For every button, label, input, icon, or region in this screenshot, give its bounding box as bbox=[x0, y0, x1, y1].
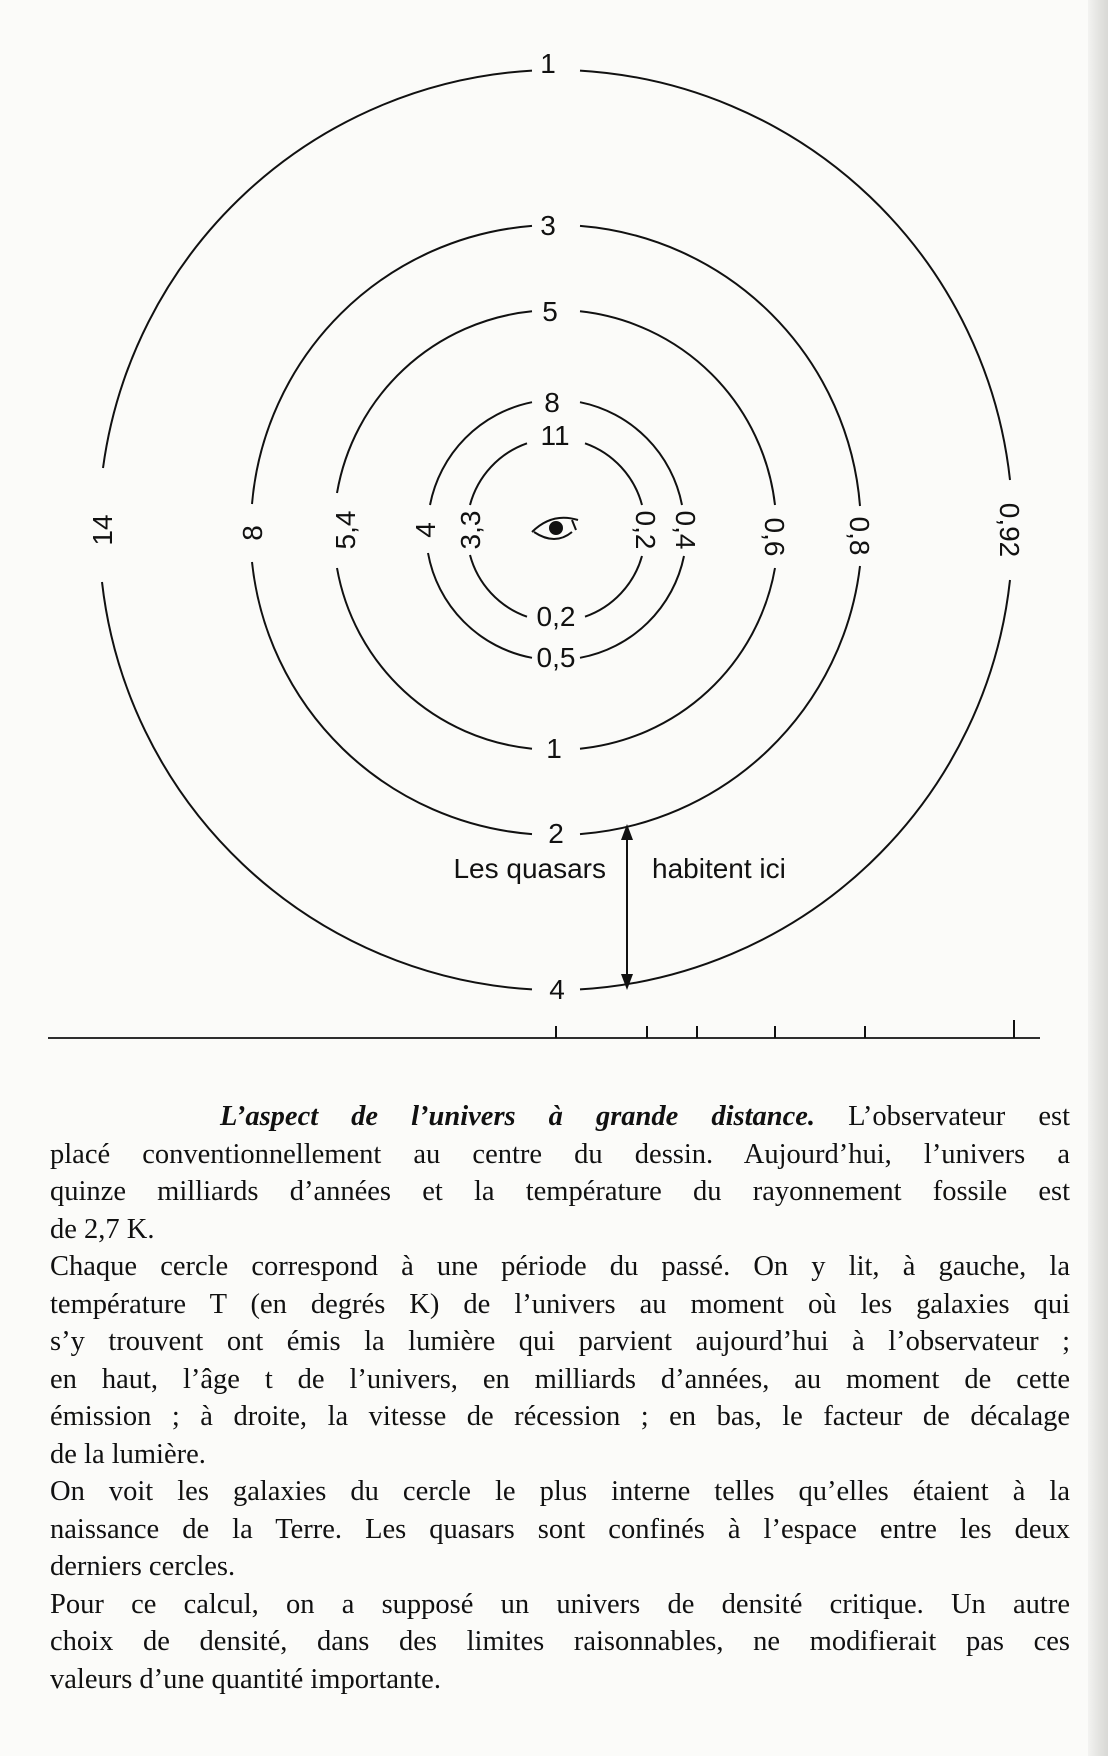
circle-4-arc-a bbox=[430, 402, 532, 505]
circle-3-arc-c bbox=[337, 568, 532, 749]
right-label-circle-4: 0,4 bbox=[670, 510, 701, 550]
caption-title: L’aspect de l’univers à grande distance. bbox=[220, 1101, 816, 1132]
left-label-circle-2: 8 bbox=[237, 525, 268, 541]
circle-4-arc-b bbox=[580, 402, 682, 505]
circle-5-arc-d bbox=[585, 556, 642, 617]
caption-line: On voit les galaxies du cercle le plus interne telles qu’elles étaient à la bbox=[50, 1476, 1070, 1507]
caption-line: émission ; à droite, la vitesse de récession ; en bas, le facteur de décalage bbox=[50, 1401, 1070, 1432]
caption-line: Chaque cercle correspond à une période du passé. On y lit, à gauche, la bbox=[50, 1251, 1070, 1282]
right-label-circle-5: 0,2 bbox=[630, 510, 661, 550]
caption-line: choix de densité, dans des limites raisonnables, ne modifierait pas ces bbox=[50, 1626, 1070, 1657]
top-label-circle-5: 11 bbox=[540, 420, 570, 451]
left-label-circle-1: 14 bbox=[87, 514, 118, 546]
top-label-circle-4: 8 bbox=[544, 387, 560, 418]
circle-5-arc-b bbox=[585, 443, 642, 505]
right-label-circle-1: 0,92 bbox=[994, 502, 1025, 558]
left-label-circle-5: 3,3 bbox=[455, 510, 486, 550]
circle-3-arc-b bbox=[580, 311, 775, 505]
left-label-circle-3: 5,4 bbox=[330, 510, 361, 550]
circle-4-arc-d bbox=[580, 556, 684, 658]
right-label-circle-3: 0,6 bbox=[759, 517, 790, 557]
caption-line: en haut, l’âge t de l’univers, en milliards d’années, au moment de cette bbox=[50, 1363, 1070, 1395]
top-label-circle-3: 5 bbox=[542, 296, 558, 327]
bottom-label-circle-4: 0,5 bbox=[536, 642, 576, 673]
caption-line: naissance de la Terre. Les quasars sont confinés à l’espace entre les deux bbox=[50, 1513, 1070, 1545]
caption-line: valeurs d’une quantité importante. bbox=[50, 1663, 441, 1695]
caption-line: derniers cercles. bbox=[50, 1551, 236, 1582]
right-label-circle-2: 0,8 bbox=[844, 516, 875, 556]
caption-line: s’y trouvent ont émis la lumière qui parvient aujourd’hui à l’observateur ; bbox=[50, 1326, 1070, 1357]
circle-1-arc-top-right bbox=[580, 71, 1010, 480]
caption-paragraph bbox=[50, 1098, 1070, 1136]
eye-icon bbox=[532, 518, 578, 539]
circle-1-arc-left bbox=[102, 582, 532, 989]
arrowhead-down bbox=[621, 974, 633, 990]
caption-line: L’observateur est bbox=[848, 1101, 1070, 1132]
circle-5-arc-c bbox=[470, 555, 527, 617]
circle-1-arc-top bbox=[103, 71, 532, 468]
caption-line: de 2,7 K. bbox=[50, 1213, 155, 1245]
left-label-circle-4: 4 bbox=[410, 522, 441, 538]
quasar-label-left: Les quasars bbox=[453, 853, 606, 884]
caption-line: placé conventionnellement au centre du dessin. Aujourd’hui, l’univers a bbox=[50, 1138, 1070, 1170]
circle-3-arc-d bbox=[580, 568, 775, 749]
circle-2-arc-c bbox=[252, 562, 532, 834]
circle-3-arc-a bbox=[337, 311, 532, 493]
circle-5-arc-a bbox=[470, 443, 527, 505]
bottom-label-circle-3: 1 bbox=[546, 733, 562, 764]
circle-1-arc-right bbox=[580, 580, 1010, 989]
circle-2-arc-b bbox=[580, 226, 860, 506]
quasar-label-right: habitent ici bbox=[652, 853, 786, 884]
bottom-label-circle-5: 0,2 bbox=[536, 601, 576, 632]
caption-line: température T (en degrés K) de l’univers au moment où les galaxies qui bbox=[50, 1288, 1070, 1320]
figure-caption bbox=[50, 1098, 1070, 1698]
top-label-circle-1: 1 bbox=[540, 48, 556, 79]
top-label-circle-2: 3 bbox=[540, 210, 556, 241]
bottom-label-circle-2: 2 bbox=[548, 818, 564, 849]
circle-2-arc-a bbox=[252, 226, 532, 504]
caption-line: de la lumière. bbox=[50, 1438, 206, 1470]
bottom-label-circle-1: 4 bbox=[549, 974, 565, 1005]
circle-2-arc-d bbox=[580, 566, 860, 834]
caption-line: Pour ce calcul, on a supposé un univers de densité critique. Un autre bbox=[50, 1588, 1070, 1620]
caption-line: quinze milliards d’années et la température du rayonnement fossile est bbox=[50, 1176, 1070, 1207]
circle-4-arc-c bbox=[428, 553, 532, 658]
